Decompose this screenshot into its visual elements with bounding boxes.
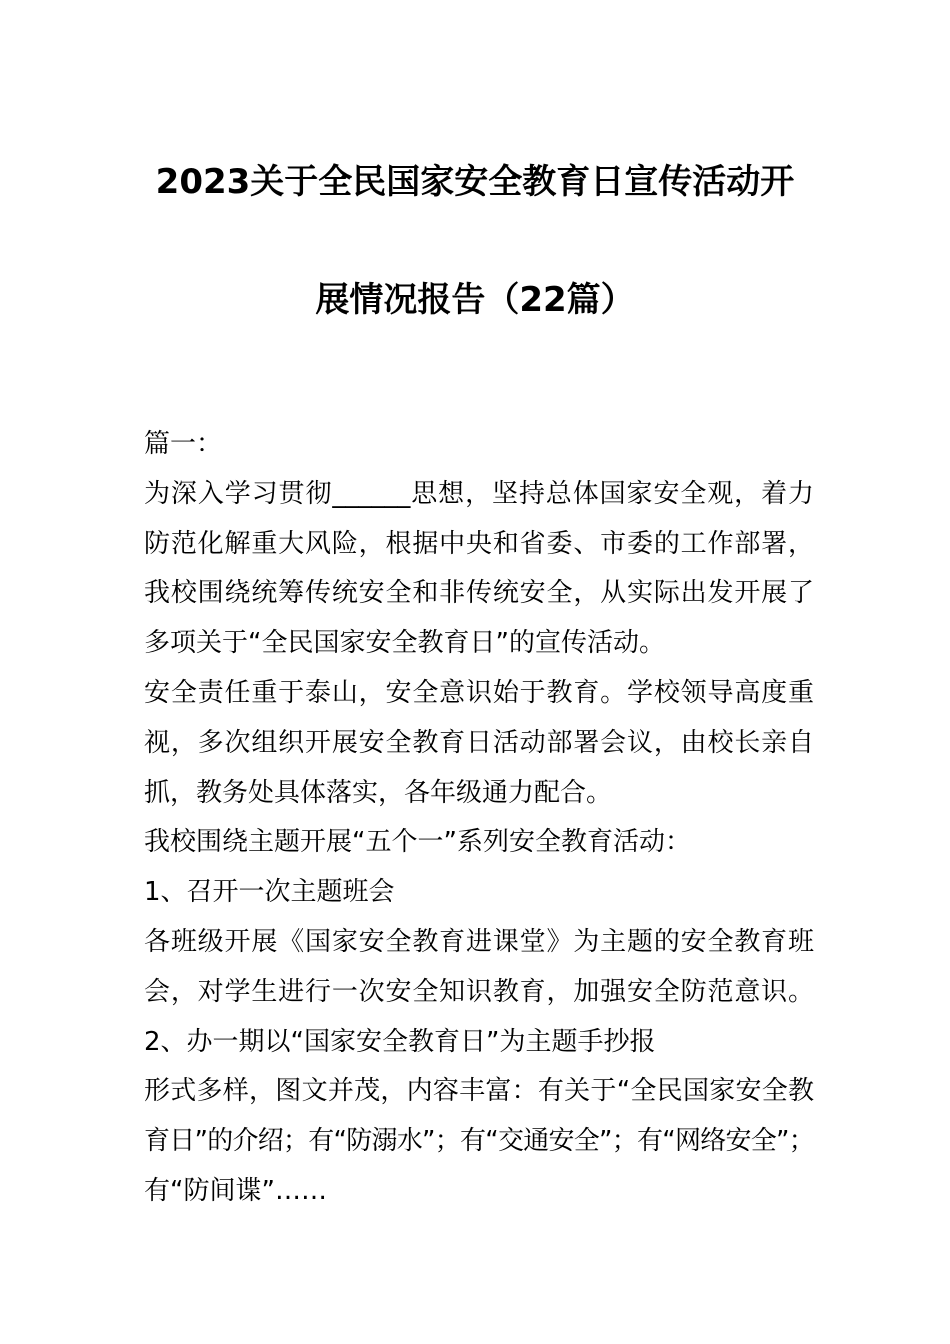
body-line: 我校围绕统筹传统安全和非传统安全，从实际出发开展了 <box>144 578 814 609</box>
body-line: 我校围绕主题开展“五个一”系列安全教育活动： <box>144 827 691 858</box>
body-line: 育日”的介绍；有“防溺水”；有“交通安全”；有“网络安全”； <box>144 1126 814 1157</box>
document-title-line-1: 2023关于全民国家安全教育日宣传活动开 <box>155 162 795 202</box>
body-line: 会，对学生进行一次安全知识教育，加强安全防范意识。 <box>144 976 814 1007</box>
body-line: 抓，教务处具体落实，各年级通力配合。 <box>144 777 613 808</box>
body-line: 防范化解重大风险，根据中央和省委、市委的工作部署， <box>144 528 814 559</box>
body-line: 2、办一期以“国家安全教育日”为主题手抄报 <box>144 1026 656 1057</box>
body-line: 1、召开一次主题班会 <box>144 877 395 908</box>
body-line: 篇一： <box>144 429 223 459</box>
document-body <box>144 420 814 1217</box>
body-line: 多项关于“全民国家安全教育日”的宣传活动。 <box>144 628 665 659</box>
body-line: 安全责任重于泰山，安全意识始于教育。学校领导高度重 <box>144 677 814 708</box>
body-line: 有“防间谍”…… <box>144 1175 327 1206</box>
document-title-line-2: 展情况报告（22篇） <box>315 280 635 320</box>
body-line: 为深入学习贯彻______思想，坚持总体国家安全观，着力 <box>144 478 814 509</box>
body-line: 视，多次组织开展安全教育日活动部署会议，由校长亲自 <box>144 727 814 758</box>
body-line: 各班级开展《国家安全教育进课堂》为主题的安全教育班 <box>144 926 814 957</box>
body-line: 形式多样，图文并茂，内容丰富：有关于“全民国家安全教 <box>144 1076 814 1107</box>
